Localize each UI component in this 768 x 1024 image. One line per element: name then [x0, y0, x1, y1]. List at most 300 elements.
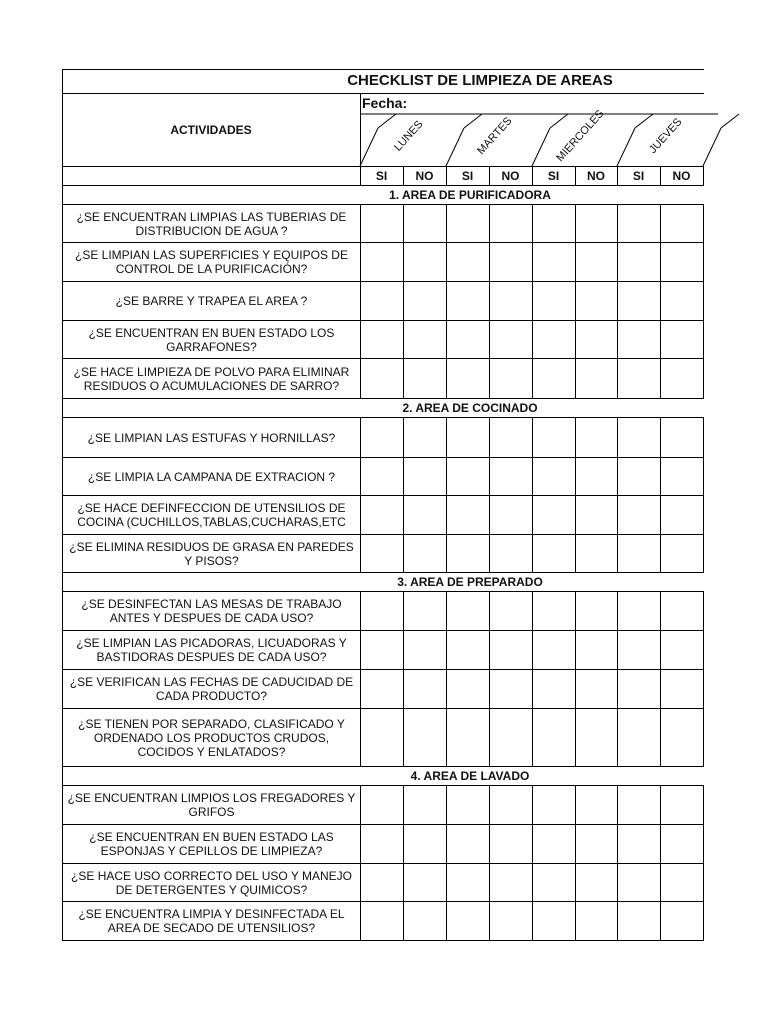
actividades-right-border	[360, 166, 361, 186]
subheader-si: SI	[461, 168, 474, 183]
cell-divider	[575, 242, 576, 282]
cell-divider	[532, 669, 533, 709]
cell-divider	[360, 708, 361, 767]
cell-divider	[575, 669, 576, 709]
subheader-no: NO	[501, 168, 520, 183]
cell-divider	[660, 785, 661, 825]
actividades-right-border	[360, 93, 361, 167]
cell-divider	[532, 901, 533, 941]
cell-divider	[403, 785, 404, 825]
si-check-cell[interactable]	[618, 282, 660, 320]
day-divider-diagonal-upper	[378, 114, 396, 128]
si-check-cell[interactable]	[361, 535, 403, 572]
si-check-cell[interactable]	[533, 359, 575, 398]
cell-divider	[660, 630, 661, 670]
si-check-cell[interactable]	[447, 825, 489, 863]
cell-divider	[403, 669, 404, 709]
cell-divider	[403, 824, 404, 864]
si-check-cell[interactable]	[447, 786, 489, 824]
no-check-cell[interactable]	[490, 631, 532, 669]
cell-divider	[660, 495, 661, 535]
cell-divider	[360, 630, 361, 670]
cell-divider	[403, 495, 404, 535]
cell-divider	[403, 204, 404, 243]
cell-divider	[703, 534, 704, 573]
cell-divider	[446, 281, 447, 321]
cell-divider	[532, 495, 533, 535]
activity-question: ¿SE BARRE Y TRAPEA EL AREA ?	[115, 294, 308, 308]
si-check-cell[interactable]	[618, 496, 660, 534]
cell-divider	[489, 417, 490, 458]
no-check-cell[interactable]	[661, 535, 703, 572]
si-check-cell[interactable]	[618, 902, 660, 940]
cell-divider	[660, 591, 661, 631]
si-check-cell[interactable]	[533, 864, 575, 901]
si-check-cell[interactable]	[533, 786, 575, 824]
cell-divider	[575, 457, 576, 496]
cell-divider	[489, 495, 490, 535]
cell-divider	[446, 358, 447, 399]
cell-divider	[532, 242, 533, 282]
si-check-cell[interactable]	[361, 496, 403, 534]
no-check-cell[interactable]	[576, 631, 617, 669]
no-check-cell[interactable]	[404, 496, 446, 534]
si-check-cell[interactable]	[361, 359, 403, 398]
si-check-cell[interactable]	[361, 321, 403, 358]
activity-question: ¿SE HACE LIMPIEZA DE POLVO PARA ELIMINAR RESIDUOS O ACUMULACIONES DE SARRO?	[73, 364, 350, 393]
si-check-cell[interactable]	[361, 458, 403, 495]
si-check-cell[interactable]	[533, 592, 575, 630]
cell-divider	[532, 708, 533, 767]
subheader-no: NO	[587, 168, 605, 183]
activity-question: ¿SE LIMPIAN LAS SUPERFICIES Y EQUIPOS DE CONTROL DE LA PURIFICACIÓN?	[75, 248, 348, 276]
cell-divider	[617, 785, 618, 825]
cell-divider	[703, 785, 704, 825]
si-check-cell[interactable]	[361, 243, 403, 281]
si-check-cell[interactable]	[533, 496, 575, 534]
cell-divider	[403, 457, 404, 496]
no-check-cell[interactable]	[661, 418, 703, 457]
cell-divider	[446, 669, 447, 709]
cell-divider	[446, 495, 447, 535]
si-check-cell[interactable]	[447, 282, 489, 320]
cell-divider	[446, 901, 447, 941]
cell-divider	[617, 281, 618, 321]
no-check-cell[interactable]	[576, 786, 617, 824]
cell-divider	[703, 824, 704, 864]
day-divider-diagonal	[360, 128, 378, 166]
si-check-cell[interactable]	[618, 243, 660, 281]
day-divider-diagonal	[703, 128, 721, 166]
no-check-cell[interactable]	[490, 458, 532, 495]
si-check-cell[interactable]	[533, 535, 575, 572]
cell-divider	[575, 630, 576, 670]
no-check-cell[interactable]	[661, 282, 703, 320]
cell-divider	[575, 708, 576, 767]
cell-divider	[360, 281, 361, 321]
cell-divider	[532, 204, 533, 243]
cell-divider	[532, 785, 533, 825]
no-check-cell[interactable]	[576, 902, 617, 940]
cell-divider	[575, 495, 576, 535]
cell-divider	[532, 457, 533, 496]
cell-divider	[617, 824, 618, 864]
cell-divider	[660, 358, 661, 399]
cell-divider	[360, 320, 361, 359]
si-check-cell[interactable]	[447, 709, 489, 766]
activity-question: ¿SE HACE DEFINFECCION DE UTENSILIOS DE COCINA (CUCHILLOS,TABLAS,CUCHARAS,ETC	[77, 501, 346, 529]
si-check-cell[interactable]	[533, 321, 575, 358]
cell-divider	[489, 534, 490, 573]
si-check-cell[interactable]	[618, 359, 660, 398]
cell-divider	[703, 630, 704, 670]
section-title: 4. AREA DE LAVADO	[410, 768, 530, 783]
activity-question: ¿SE ENCUENTRA LIMPIA Y DESINFECTADA EL AREA DE SECADO DE UTENSILIOS?	[78, 907, 345, 935]
cell-divider	[489, 901, 490, 941]
no-check-cell[interactable]	[576, 321, 617, 358]
cell-divider	[489, 630, 490, 670]
si-check-cell[interactable]	[361, 631, 403, 669]
subheader-divider	[489, 166, 490, 186]
si-check-cell[interactable]	[618, 418, 660, 457]
cell-divider	[703, 495, 704, 535]
no-check-cell[interactable]	[404, 902, 446, 940]
cell-divider	[403, 901, 404, 941]
cell-divider	[489, 863, 490, 902]
cell-divider	[703, 358, 704, 399]
no-check-cell[interactable]	[404, 535, 446, 572]
cell-divider	[660, 708, 661, 767]
no-check-cell[interactable]	[661, 496, 703, 534]
no-check-cell[interactable]	[661, 864, 703, 901]
cell-divider	[703, 591, 704, 631]
activity-question: ¿SE ENCUENTRAN EN BUEN ESTADO LAS ESPONJAS Y CEPILLOS DE LIMPIEZA?	[89, 830, 334, 858]
subheader-si: SI	[547, 168, 560, 183]
no-check-cell[interactable]	[576, 709, 617, 766]
cell-divider	[489, 204, 490, 243]
cell-divider	[360, 457, 361, 496]
cell-divider	[446, 824, 447, 864]
activity-question: ¿SE TIENEN POR SEPARADO, CLASIFICADO Y ORDENADO LOS PRODUCTOS CRUDOS, COCIDOS Y ENLATADOS?	[78, 716, 345, 759]
si-check-cell[interactable]	[618, 205, 660, 242]
si-check-cell[interactable]	[533, 709, 575, 766]
no-check-cell[interactable]	[490, 496, 532, 534]
si-check-cell[interactable]	[533, 458, 575, 495]
si-check-cell[interactable]	[447, 902, 489, 940]
day-divider-diagonal	[446, 128, 464, 166]
no-check-cell[interactable]	[404, 825, 446, 863]
cell-divider	[446, 457, 447, 496]
no-check-cell[interactable]	[404, 205, 446, 242]
si-check-cell[interactable]	[447, 359, 489, 398]
cell-divider	[703, 417, 704, 458]
si-check-cell[interactable]	[361, 786, 403, 824]
cell-divider	[446, 785, 447, 825]
no-check-cell[interactable]	[576, 243, 617, 281]
si-check-cell[interactable]	[618, 631, 660, 669]
si-check-cell[interactable]	[447, 631, 489, 669]
no-check-cell[interactable]	[490, 592, 532, 630]
cell-divider	[703, 281, 704, 321]
si-check-cell[interactable]	[533, 631, 575, 669]
day-divider-diagonal-upper	[721, 114, 739, 128]
cell-divider	[532, 591, 533, 631]
subheader-divider	[703, 166, 704, 186]
no-check-cell[interactable]	[404, 359, 446, 398]
cell-divider	[446, 417, 447, 458]
cell-divider	[617, 358, 618, 399]
si-check-cell[interactable]	[447, 243, 489, 281]
cell-divider	[703, 863, 704, 902]
no-check-cell[interactable]	[661, 592, 703, 630]
cell-divider	[660, 320, 661, 359]
si-check-cell[interactable]	[447, 864, 489, 901]
activity-question: ¿SE VERIFICAN LAS FECHAS DE CADUCIDAD DE CADA PRODUCTO?	[69, 675, 354, 703]
no-check-cell[interactable]	[490, 864, 532, 901]
no-check-cell[interactable]	[404, 282, 446, 320]
day-divider-diagonal-upper	[464, 114, 482, 128]
cell-divider	[360, 204, 361, 243]
si-check-cell[interactable]	[361, 418, 403, 457]
day-label-jueves: JUEVES	[646, 116, 685, 156]
no-check-cell[interactable]	[490, 243, 532, 281]
cell-divider	[446, 320, 447, 359]
cell-divider	[575, 824, 576, 864]
cell-divider	[575, 591, 576, 631]
cell-divider	[532, 281, 533, 321]
no-check-cell[interactable]	[576, 592, 617, 630]
si-check-cell[interactable]	[361, 592, 403, 630]
si-check-cell[interactable]	[447, 496, 489, 534]
no-check-cell[interactable]	[576, 864, 617, 901]
no-check-cell[interactable]	[490, 205, 532, 242]
si-check-cell[interactable]	[361, 825, 403, 863]
section-title: 3. AREA DE PREPARADO	[397, 574, 543, 589]
no-check-cell[interactable]	[576, 496, 617, 534]
cell-divider	[532, 630, 533, 670]
cell-divider	[446, 708, 447, 767]
si-check-cell[interactable]	[618, 592, 660, 630]
activity-question: ¿SE ELIMINA RESIDUOS DE GRASA EN PAREDES Y PISOS?	[69, 539, 354, 568]
day-label-lunes: LUNES	[392, 118, 426, 154]
no-check-cell[interactable]	[404, 631, 446, 669]
si-check-cell[interactable]	[533, 825, 575, 863]
no-check-cell[interactable]	[490, 321, 532, 358]
si-check-cell[interactable]	[618, 864, 660, 901]
no-check-cell[interactable]	[661, 205, 703, 242]
cell-divider	[617, 495, 618, 535]
cell-divider	[660, 824, 661, 864]
cell-divider	[532, 417, 533, 458]
cell-divider	[617, 417, 618, 458]
si-check-cell[interactable]	[618, 321, 660, 358]
cell-divider	[489, 708, 490, 767]
no-check-cell[interactable]	[490, 418, 532, 457]
no-check-cell[interactable]	[661, 902, 703, 940]
no-check-cell[interactable]	[490, 359, 532, 398]
si-check-cell[interactable]	[533, 205, 575, 242]
no-check-cell[interactable]	[661, 709, 703, 766]
cell-divider	[532, 863, 533, 902]
si-check-cell[interactable]	[618, 825, 660, 863]
no-check-cell[interactable]	[490, 902, 532, 940]
si-check-cell[interactable]	[447, 670, 489, 708]
si-check-cell[interactable]	[447, 535, 489, 572]
cell-divider	[617, 630, 618, 670]
no-check-cell[interactable]	[576, 670, 617, 708]
no-check-cell[interactable]	[576, 205, 617, 242]
no-check-cell[interactable]	[661, 825, 703, 863]
si-check-cell[interactable]	[447, 418, 489, 457]
si-check-cell[interactable]	[618, 786, 660, 824]
cell-divider	[446, 204, 447, 243]
cell-divider	[703, 320, 704, 359]
si-check-cell[interactable]	[361, 670, 403, 708]
no-check-cell[interactable]	[490, 282, 532, 320]
no-check-cell[interactable]	[490, 709, 532, 766]
si-check-cell[interactable]	[533, 418, 575, 457]
no-check-cell[interactable]	[404, 243, 446, 281]
cell-divider	[403, 863, 404, 902]
activity-question: ¿SE DESINFECTAN LAS MESAS DE TRABAJO ANTES Y DESPUES DE CADA USO?	[81, 597, 342, 625]
day-divider-diagonal	[532, 128, 550, 166]
cell-divider	[660, 417, 661, 458]
no-check-cell[interactable]	[661, 670, 703, 708]
activity-question: ¿SE ENCUENTRAN EN BUEN ESTADO LOS GARRAFONES?	[88, 325, 335, 354]
si-check-cell[interactable]	[533, 902, 575, 940]
no-check-cell[interactable]	[404, 458, 446, 495]
cell-divider	[617, 591, 618, 631]
si-check-cell[interactable]	[447, 321, 489, 358]
cell-divider	[660, 204, 661, 243]
no-check-cell[interactable]	[490, 535, 532, 572]
si-check-cell[interactable]	[533, 670, 575, 708]
cell-divider	[575, 417, 576, 458]
no-check-cell[interactable]	[661, 458, 703, 495]
si-check-cell[interactable]	[361, 282, 403, 320]
cell-divider	[489, 242, 490, 282]
cell-divider	[617, 901, 618, 941]
cell-divider	[617, 669, 618, 709]
si-check-cell[interactable]	[361, 864, 403, 901]
no-check-cell[interactable]	[576, 825, 617, 863]
checklist-title: CHECKLIST DE LIMPIEZA DE AREAS	[347, 72, 613, 89]
no-check-cell[interactable]	[404, 321, 446, 358]
no-check-cell[interactable]	[404, 670, 446, 708]
cell-divider	[532, 824, 533, 864]
si-check-cell[interactable]	[618, 535, 660, 572]
cell-divider	[360, 863, 361, 902]
subheader-no: NO	[672, 168, 691, 183]
cell-divider	[617, 863, 618, 902]
cell-divider	[360, 901, 361, 941]
cell-divider	[403, 708, 404, 767]
cell-divider	[360, 669, 361, 709]
fecha-label: Fecha:	[362, 95, 408, 111]
si-check-cell[interactable]	[361, 709, 403, 766]
subheader-divider	[575, 166, 576, 186]
cell-divider	[660, 242, 661, 282]
cell-divider	[575, 901, 576, 941]
cell-divider	[489, 785, 490, 825]
table-left-border	[62, 69, 63, 941]
cell-divider	[403, 281, 404, 321]
cell-divider	[575, 863, 576, 902]
cell-divider	[446, 863, 447, 902]
no-check-cell[interactable]	[661, 786, 703, 824]
no-check-cell[interactable]	[404, 418, 446, 457]
si-check-cell[interactable]	[618, 458, 660, 495]
no-check-cell[interactable]	[576, 418, 617, 457]
no-check-cell[interactable]	[576, 359, 617, 398]
no-check-cell[interactable]	[576, 458, 617, 495]
no-check-cell[interactable]	[404, 864, 446, 901]
no-check-cell[interactable]	[661, 321, 703, 358]
si-check-cell[interactable]	[361, 902, 403, 940]
activity-question: ¿SE ENCUENTRAN LIMPIOS LOS FREGADORES Y GRIFOS	[67, 791, 356, 819]
activity-question: ¿SE ENCUENTRAN LIMPIAS LAS TUBERIAS DE DISTRIBUCION DE AGUA ?	[76, 209, 347, 238]
no-check-cell[interactable]	[490, 670, 532, 708]
cell-divider	[360, 824, 361, 864]
no-check-cell[interactable]	[404, 786, 446, 824]
cell-divider	[489, 281, 490, 321]
no-check-cell[interactable]	[576, 282, 617, 320]
cell-divider	[617, 457, 618, 496]
cell-divider	[446, 630, 447, 670]
cell-divider	[403, 630, 404, 670]
subheader-si: SI	[375, 168, 388, 183]
cell-divider	[360, 534, 361, 573]
cell-divider	[489, 320, 490, 359]
cell-divider	[360, 591, 361, 631]
cell-divider	[403, 242, 404, 282]
si-check-cell[interactable]	[533, 282, 575, 320]
no-check-cell[interactable]	[661, 243, 703, 281]
no-check-cell[interactable]	[490, 786, 532, 824]
cell-divider	[532, 358, 533, 399]
si-check-cell[interactable]	[618, 709, 660, 766]
cell-divider	[403, 534, 404, 573]
activity-question: ¿SE LIMPIAN LAS PICADORAS, LICUADORAS Y BASTIDORAS DESPUES DE CADA USO?	[76, 636, 347, 664]
no-check-cell[interactable]	[404, 709, 446, 766]
cell-divider	[703, 901, 704, 941]
cell-divider	[532, 534, 533, 573]
si-check-cell[interactable]	[447, 205, 489, 242]
cell-divider	[703, 204, 704, 243]
no-check-cell[interactable]	[490, 825, 532, 863]
cell-divider	[403, 417, 404, 458]
no-check-cell[interactable]	[661, 631, 703, 669]
day-label-miercoles: MIERCOLES	[554, 107, 607, 165]
si-check-cell[interactable]	[447, 458, 489, 495]
si-check-cell[interactable]	[533, 243, 575, 281]
no-check-cell[interactable]	[661, 359, 703, 398]
si-check-cell[interactable]	[361, 205, 403, 242]
no-check-cell[interactable]	[576, 535, 617, 572]
cell-divider	[703, 669, 704, 709]
cell-divider	[575, 785, 576, 825]
cell-divider	[617, 320, 618, 359]
cell-divider	[360, 785, 361, 825]
section-title: 1. AREA DE PURIFICADORA	[389, 187, 551, 202]
cell-divider	[360, 417, 361, 458]
cell-divider	[617, 534, 618, 573]
si-check-cell[interactable]	[447, 592, 489, 630]
cell-divider	[575, 358, 576, 399]
si-check-cell[interactable]	[618, 670, 660, 708]
cell-divider	[660, 863, 661, 902]
no-check-cell[interactable]	[404, 592, 446, 630]
